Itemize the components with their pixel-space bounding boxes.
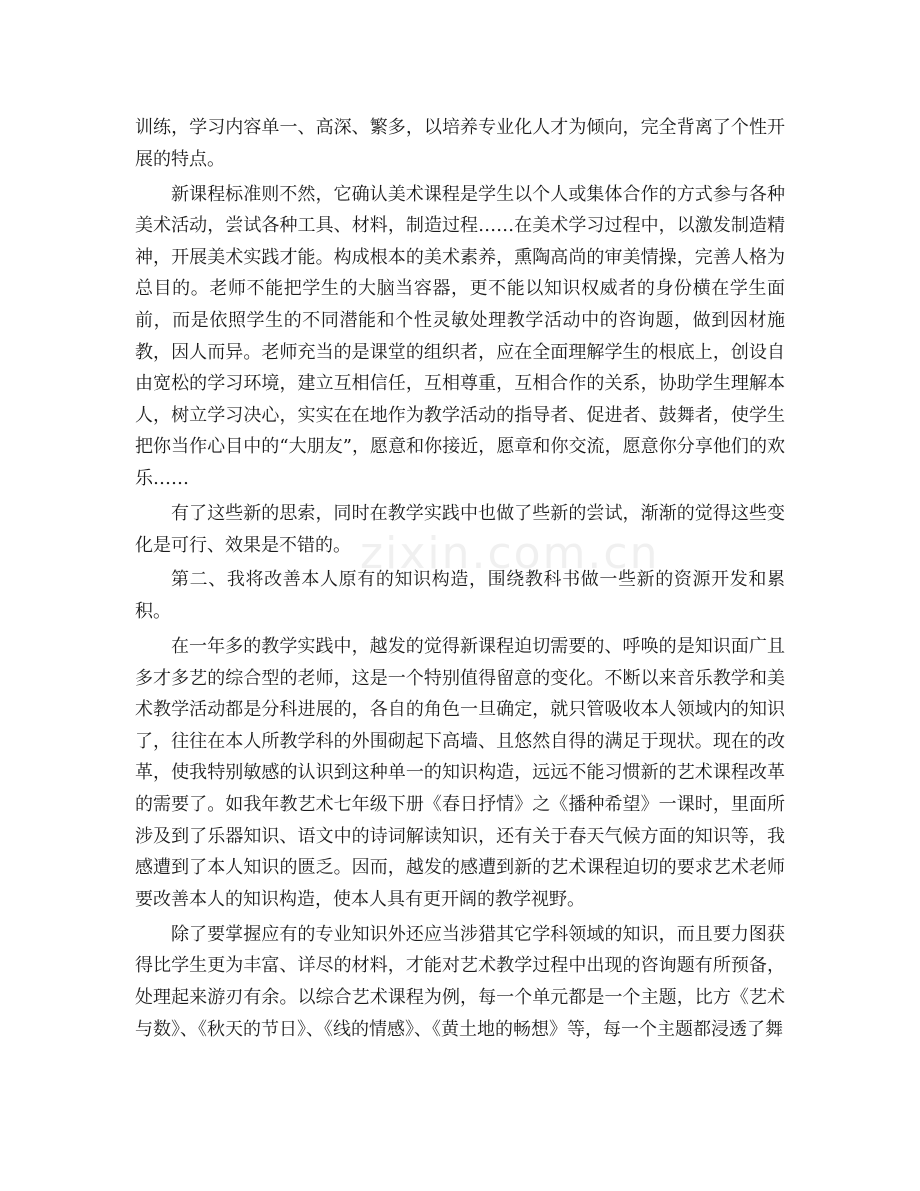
paragraph-2: 新课程标准则不然，它确认美术课程是学生以个人或集体合作的方式参与各种美术活动，尝试各种工具、材料，制造过程……在美术学习过程中，以激发制造精神，开展美术实践才能。构成根本的美术素养，熏陶高尚的审美情操，完善人格为总目的。老师不能把学生的大脑当容器，更不能以知识权威者的身份横在学生面前，而是依照学生的不同潜能和个性灵敏处理教学活动中的咨询题，做到因材施教，因人而异。老师充当的是课堂的组织者，应在全面理解学生的根底上，创设自由宽松的学习环境，建立互相信任，互相尊重，互相合作的关系，协助学生理解本人，树立学习决心，实实在在地作为教学活动的指导者、促进者、鼓舞者，使学生把你当作心目中的“大朋友”，愿意和你接近，愿章和你交流，愿意你分享他们的欢乐……	[135, 183, 785, 489]
watermark: zixin.com.cn	[360, 528, 660, 579]
paragraph-4: 第二、我将改善本人原有的知识构造，围绕教科书做一些新的资源开发和累积。	[135, 569, 785, 623]
paragraph-6: 除了要掌握应有的专业知识外还应当涉猎其它学科领域的知识，而且要力图获得比学生更为丰富、详尽的材料，才能对艺术教学过程中出现的咨询题有所预备，处理起来游刃有余。以综合艺术课程为例，每一个单元都是一个主题，比方《艺术与数》、《秋天的节日》、《线的情感》、《黄土地的畅想》等，每一个主题都浸透了舞	[135, 923, 785, 1040]
paragraph-5: 在一年多的教学实践中，越发的觉得新课程迫切需要的、呼唤的是知识面广且多才多艺的综合型的老师，这是一个特别值得留意的变化。不断以来音乐教学和美术教学活动都是分科进展的，各自的角色一旦确定，就只管吸收本人领域内的知识了，往往在本人所教学科的外围砌起下高墙、且悠然自得的满足于现状。现在的改革，使我特别敏感的认识到这种单一的知识构造，远远不能习惯新的艺术课程改革的需要了。如我年教艺术七年级下册《春日抒情》之《播种希望》一课时，里面所涉及到了乐器知识、语文中的诗词解读知识，还有关于春天气候方面的知识等，我感遭到了本人知识的匮乏。因而，越发的感遭到新的艺术课程迫切的要求艺术老师要改善本人的知识构造，使本人具有更开阔的教学视野。	[135, 636, 785, 910]
paragraph-1: 训练，学习内容单一、高深、繁多，以培养专业化人才为倾向，完全背离了个性开展的特点。	[135, 117, 785, 170]
document-body	[135, 112, 785, 1049]
paragraph-3: 有了这些新的思索，同时在教学实践中也做了些新的尝试，渐渐的觉得这些变化是可行、效果是不错的。	[135, 502, 785, 556]
